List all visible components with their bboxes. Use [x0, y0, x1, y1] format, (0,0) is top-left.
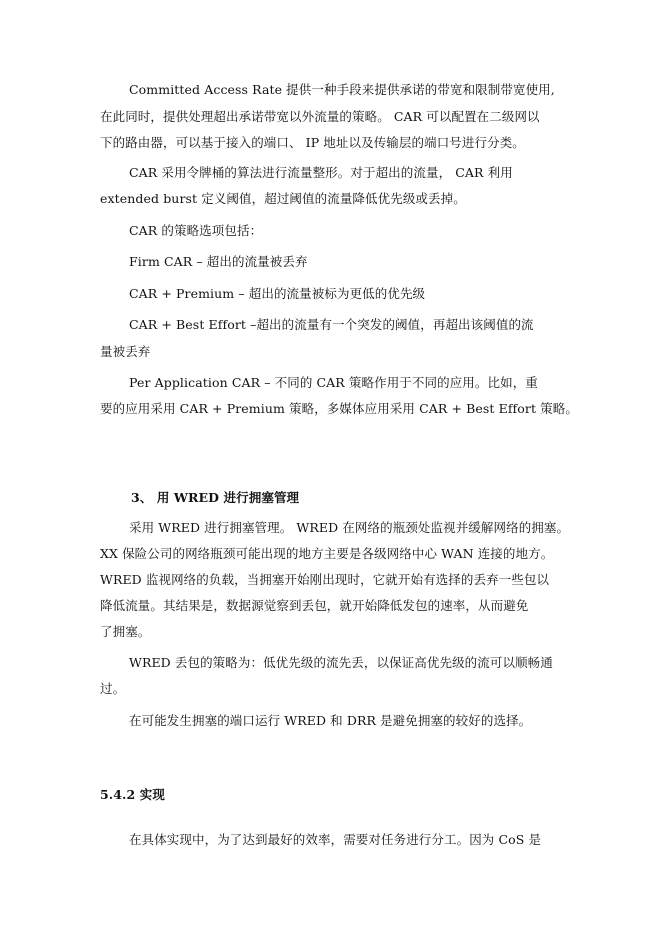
policy-option-per-application-line-2: 要的应用采用 CAR + Premium 策略，多媒体应用采用 CAR + Best Effort 策略。 [100, 401, 578, 416]
paragraph-wred-line-1: 采用 WRED 进行拥塞管理。 WRED 在网络的瓶颈处监视并缓解网络的拥塞。 [129, 520, 570, 535]
section-5-4-2-heading: 5.4.2 实现 [100, 787, 165, 802]
section-3-heading: 3、 用 WRED 进行拥塞管理 [131, 490, 300, 505]
paragraph-car-intro-line-1: Committed Access Rate 提供一种手段来提供承诺的带宽和限制带宽使用, [129, 82, 555, 97]
policy-option-best-effort-line-2: 量被丢弃 [100, 344, 151, 359]
paragraph-token-bucket-line-1: CAR 采用令牌桶的算法进行流量整形。对于超出的流量， CAR 利用 [129, 165, 513, 180]
paragraph-car-intro-line-3: 下的路由器，可以基于接入的端口、 IP 地址以及传输层的端口号进行分类。 [100, 135, 525, 150]
paragraph-wred-line-3: WRED 监视网络的负载，当拥塞开始刚出现时，它就开始有选择的丢弃一些包以 [100, 572, 550, 587]
paragraph-wred-policy-line-2: 过。 [100, 681, 126, 696]
paragraph-wred-line-5: 了拥塞。 [100, 624, 151, 639]
policy-option-firm-car: Firm CAR – 超出的流量被丢弃 [129, 254, 308, 269]
policy-option-car-premium: CAR + Premium – 超出的流量被标为更低的优先级 [129, 286, 426, 301]
policy-options-intro: CAR 的策略选项包括： [129, 223, 263, 238]
policy-option-best-effort-line-1: CAR + Best Effort –超出的流量有一个突发的阈值，再超出该阈值的流 [129, 317, 534, 332]
paragraph-wred-drr: 在可能发生拥塞的端口运行 WRED 和 DRR 是避免拥塞的较好的选择。 [129, 713, 532, 728]
paragraph-car-intro-line-2: 在此同时，提供处理超出承诺带宽以外流量的策略。 CAR 可以配置在二级网以 [100, 109, 540, 124]
policy-option-per-application-line-1: Per Application CAR – 不同的 CAR 策略作用于不同的应用。比如，重 [129, 375, 538, 390]
paragraph-wred-line-2: XX 保险公司的网络瓶颈可能出现的地方主要是各级网络中心 WAN 连接的地方。 [100, 546, 554, 561]
paragraph-token-bucket-line-2: extended burst 定义阈值，超过阈值的流量降低优先级或丢掉。 [100, 191, 466, 206]
paragraph-wred-line-4: 降低流量。其结果是，数据源觉察到丢包，就开始降低发包的速率，从而避免 [100, 598, 529, 613]
paragraph-implementation: 在具体实现中，为了达到最好的效率，需要对任务进行分工。因为 CoS 是 [129, 832, 542, 847]
paragraph-wred-policy-line-1: WRED 丢包的策略为：低优先级的流先丢，以保证高优先级的流可以顺畅通 [129, 655, 553, 670]
